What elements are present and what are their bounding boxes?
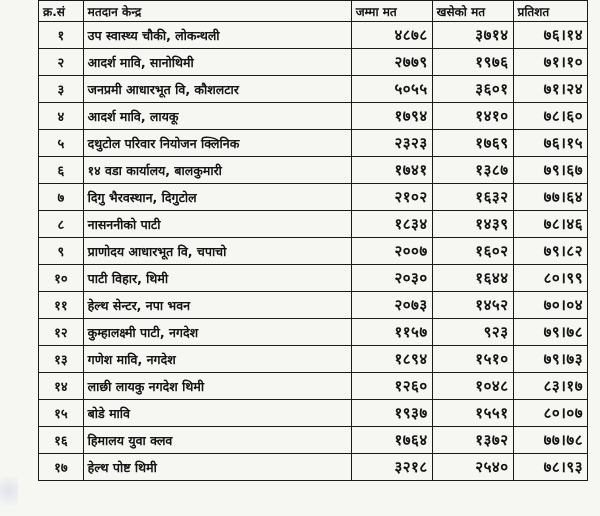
row-center: दिगु भैरवस्थान, दिगुटोल: [83, 184, 351, 211]
row-percent: ७८।९३: [513, 454, 588, 481]
row-sn: २: [39, 49, 84, 76]
row-sn: १३: [39, 346, 84, 373]
row-percent: ८३।१७: [513, 373, 588, 400]
table-row: [39, 157, 588, 184]
row-total: ११५७: [351, 319, 432, 346]
table-row: [39, 454, 588, 481]
row-sn: १७: [39, 454, 84, 481]
row-center: १४ वडा कार्यालय, बालकुमारी: [83, 157, 351, 184]
row-total: २७७९: [351, 49, 432, 76]
row-sn: ३: [39, 76, 84, 103]
row-center: लाछी लायकु नगदेश थिमी: [83, 373, 351, 400]
row-cast: १६०२: [432, 238, 513, 265]
row-sn: ११: [39, 292, 84, 319]
table-row: [39, 49, 588, 76]
row-cast: १४५२: [432, 292, 513, 319]
row-sn: १२: [39, 319, 84, 346]
row-total: २०७३: [351, 292, 432, 319]
row-center: हिमालय युवा क्लव: [83, 427, 351, 454]
table-row: [39, 346, 588, 373]
row-percent: ७८।६०: [513, 103, 588, 130]
row-total: २००७: [351, 238, 432, 265]
row-total: ४८७८: [351, 22, 432, 49]
row-center: नासननीको पाटी: [83, 211, 351, 238]
row-center: गणेश मावि, नगदेश: [83, 346, 351, 373]
table-row: [39, 184, 588, 211]
row-center: आदर्श मावि, सानोथिमी: [83, 49, 351, 76]
row-center: हेल्थ पोष्ट थिमी: [83, 454, 351, 481]
row-total: २१०२: [351, 184, 432, 211]
row-center: उप स्वास्थ्य चौकी, लोकन्थली: [83, 22, 351, 49]
row-center: पाटी विहार, थिमी: [83, 265, 351, 292]
table-row: [39, 103, 588, 130]
row-percent: ७६।१५: [513, 130, 588, 157]
row-percent: ७९।६७: [513, 157, 588, 184]
row-cast: १४३९: [432, 211, 513, 238]
row-cast: १५५१: [432, 400, 513, 427]
row-sn: १: [39, 22, 84, 49]
row-cast: १६३२: [432, 184, 513, 211]
table-row: [39, 211, 588, 238]
row-sn: १४: [39, 373, 84, 400]
table-row: [39, 292, 588, 319]
row-total: १८३४: [351, 211, 432, 238]
row-total: १७४१: [351, 157, 432, 184]
row-sn: १६: [39, 427, 84, 454]
row-total: २०३०: [351, 265, 432, 292]
row-cast: १०४८: [432, 373, 513, 400]
table-row: [39, 319, 588, 346]
page-smudge: [0, 476, 18, 506]
row-total: १७९४: [351, 103, 432, 130]
row-cast: १३७२: [432, 427, 513, 454]
row-percent: ८०।०७: [513, 400, 588, 427]
row-sn: ७: [39, 184, 84, 211]
table-row: [39, 238, 588, 265]
table-row: [39, 373, 588, 400]
row-percent: ७१।१०: [513, 49, 588, 76]
row-sn: १५: [39, 400, 84, 427]
row-percent: ७७।६४: [513, 184, 588, 211]
row-percent: ७९।८२: [513, 238, 588, 265]
row-total: ३२१८: [351, 454, 432, 481]
header-sn: क्र.सं: [39, 1, 84, 22]
row-percent: ७१।२४: [513, 76, 588, 103]
table-row: [39, 130, 588, 157]
table-row: [39, 265, 588, 292]
polling-results-table: [38, 0, 588, 481]
header-cast: खसेको मत: [432, 1, 513, 22]
row-sn: ५: [39, 130, 84, 157]
row-total: १७६४: [351, 427, 432, 454]
row-percent: ८०।९९: [513, 265, 588, 292]
row-cast: १४१०: [432, 103, 513, 130]
row-cast: ३६०१: [432, 76, 513, 103]
row-sn: ४: [39, 103, 84, 130]
row-percent: ७९।७८: [513, 319, 588, 346]
row-percent: ७९।७३: [513, 346, 588, 373]
row-cast: १६४४: [432, 265, 513, 292]
row-cast: १७६९: [432, 130, 513, 157]
header-center: मतदान केन्द्र: [83, 1, 351, 22]
table-row: [39, 76, 588, 103]
row-center: दथुटोल परिवार नियोजन क्लिनिक: [83, 130, 351, 157]
table-row: [39, 22, 588, 49]
row-cast: २५४०: [432, 454, 513, 481]
row-total: २३२३: [351, 130, 432, 157]
row-center: बोडे मावि: [83, 400, 351, 427]
row-percent: ७८।४६: [513, 211, 588, 238]
row-center: कुम्हालक्ष्मी पाटी, नगदेश: [83, 319, 351, 346]
row-total: १९३७: [351, 400, 432, 427]
row-sn: १०: [39, 265, 84, 292]
row-center: आदर्श मावि, लायकू: [83, 103, 351, 130]
table-body: [39, 22, 588, 481]
row-sn: ९: [39, 238, 84, 265]
row-cast: १५१०: [432, 346, 513, 373]
row-sn: ८: [39, 211, 84, 238]
row-total: १८९४: [351, 346, 432, 373]
table-row: [39, 427, 588, 454]
row-total: ५०५५: [351, 76, 432, 103]
header-percent: प्रतिशत: [513, 1, 588, 22]
row-percent: ७०।०४: [513, 292, 588, 319]
row-cast: १९७६: [432, 49, 513, 76]
table-header-row: [39, 1, 588, 22]
row-cast: १३८७: [432, 157, 513, 184]
row-cast: ९२३: [432, 319, 513, 346]
row-percent: ७६।१४: [513, 22, 588, 49]
table-row: [39, 400, 588, 427]
row-cast: ३७१४: [432, 22, 513, 49]
row-center: जनप्रमी आधारभूत वि, कौशलटार: [83, 76, 351, 103]
row-percent: ७७।७८: [513, 427, 588, 454]
row-total: १२६०: [351, 373, 432, 400]
row-sn: ६: [39, 157, 84, 184]
row-center: हेल्थ सेन्टर, नपा भवन: [83, 292, 351, 319]
header-total: जम्मा मत: [351, 1, 432, 22]
row-center: प्राणोदय आधारभूत वि, चपाचो: [83, 238, 351, 265]
